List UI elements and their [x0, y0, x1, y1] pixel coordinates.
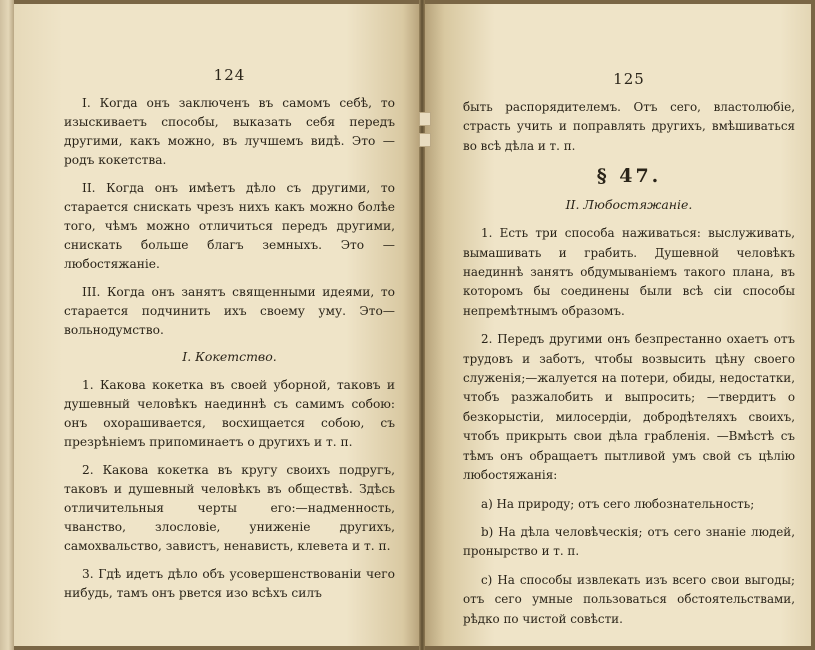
paragraph-r4: b) На дѣла человѣческія; отъ сего знаніе людей, пронырство и т. п. [463, 524, 795, 559]
paragraph-r5: c) На способы извлекать изъ всего свои выгоды; отъ сего умные пользоваться обстоятельствами, рѣдко по чистой совѣсти. [463, 572, 795, 626]
page-tab-2 [419, 133, 431, 147]
paragraph-continued: быть распорядителемъ. Отъ сего, властолюбіе, страсть учить и поправлять другихъ, вмѣшиваться во всѣ дѣла и т. п. [463, 100, 795, 153]
page-edge-left [0, 0, 14, 650]
subheading-lyubostyazhanie: II. Любостяжаніе. [565, 197, 693, 213]
paragraph-3: III. Когда онъ занятъ священными идеями, то старается подчинить ихъ своему уму. Это— вольнодумство. [64, 285, 395, 337]
section-number: § 47. [596, 165, 662, 188]
paragraph-r1: 1. Есть три способа наживаться: выслуживать, вымашивать и грабить. Душевной человѣкъ наединнѣ занятъ обдумываніемъ такого плана, въ которомъ бы соединены были всѣ сіи способы непремѣтнымъ образомъ. [463, 226, 795, 318]
paragraph-r3: а) На природу; отъ сего любознательность; [481, 496, 755, 511]
paragraph-6: 3. Гдѣ идетъ дѣло объ усовершенствованіи чего нибудь, тамъ онъ рвется изо всѣхъ силъ [64, 567, 395, 600]
paragraph-2: II. Когда онъ имѣетъ дѣло съ другими, то старается снискать чрезъ нихъ какъ можно болѣе того, чѣмъ можно отличиться передъ другими, снискать больше благъ земныхъ. Это — любостяжаніе. [64, 181, 395, 271]
heading-koketstvo: I. Кокетство. [182, 349, 277, 364]
paragraph-4: 1. Какова кокетка въ своей уборной, таковъ и душевный человѣкъ наединнѣ съ самимъ собою: онъ охорашивается, восхищается собою, съ презрѣніемъ припоминаетъ о другихъ и т. п. [64, 378, 395, 449]
paragraph-r2: 2. Передъ другими онъ безпрестанно охаетъ отъ трудовъ и заботъ, чтобы возвысить цѣну своего служенія;—жалуется на потери, обиды, недостатки, чтобъ разжалобить и выпросить; —твердитъ о безкорыстіи, милосердіи, добродѣтеляхъ своихъ, чтобъ прикрыть свои дѣла грабленія. —Вмѣстѣ съ тѣмъ онъ обращаетъ пытливой умъ свой съ цѣлію любостяжанія: [463, 332, 795, 483]
paragraph-5: 2. Какова кокетка въ кругу своихъ подругъ, таковъ и душевный человѣкъ въ обществѣ. Здѣсь отличительныя черты его:—надменность, чванство, злословіе, униженіе другихъ, самохвальство, завистъ, ненависть, клевета и т. п. [64, 463, 395, 553]
right-page [425, 4, 811, 646]
page-number-right: 125 [613, 70, 645, 88]
left-page [14, 4, 419, 646]
paragraph-1: I. Когда онъ заключенъ въ самомъ себѣ, то изыскиваетъ способы, выказать себя передъ другими, какъ можно, въ лучшемъ видѣ. Это —родъ кокетства. [64, 96, 395, 167]
page-number-left: 124 [213, 66, 246, 84]
page-tab-1 [419, 112, 431, 126]
